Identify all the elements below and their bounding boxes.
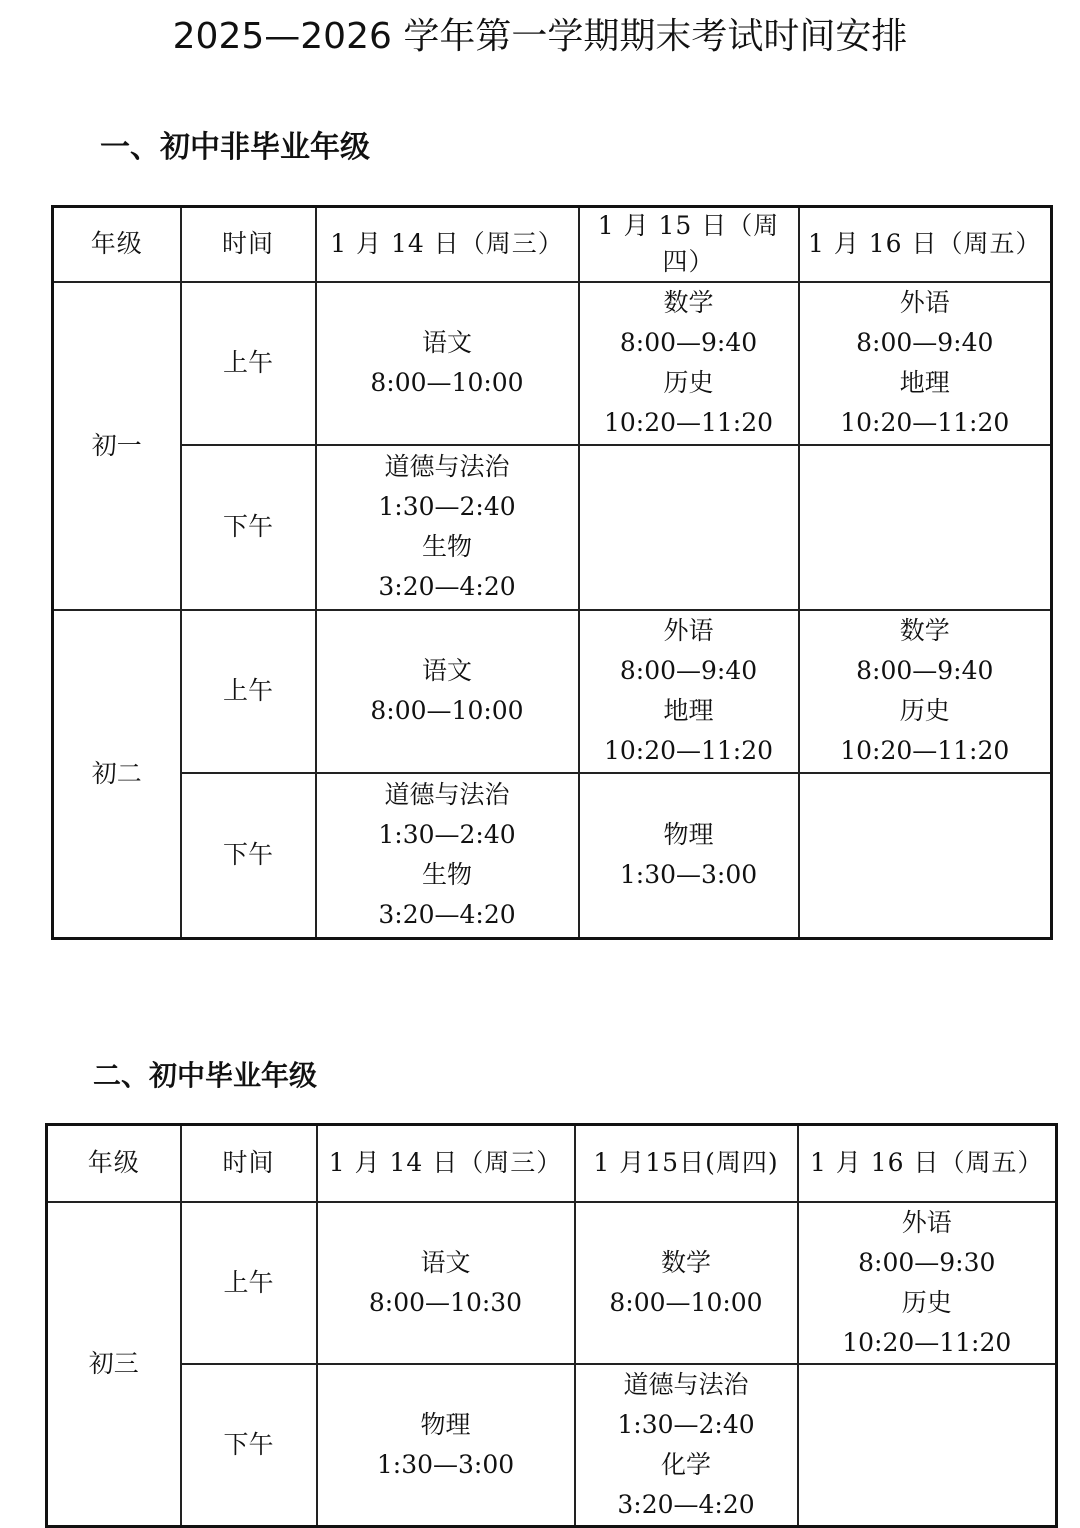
period-cell: 下午 bbox=[181, 445, 316, 610]
exam-time: 10:20—11:20 bbox=[840, 736, 1010, 765]
table-row bbox=[47, 1364, 1057, 1527]
page-title: 2025—2026 学年第一学期期末考试时间安排 bbox=[172, 16, 908, 57]
header-jan16: 1 月 16 日（周五） bbox=[799, 207, 1052, 282]
subject: 地理 bbox=[899, 368, 950, 397]
exam-time: 8:00—10:00 bbox=[370, 696, 524, 725]
exam-time: 1:30—3:00 bbox=[376, 1449, 515, 1479]
table-row bbox=[53, 282, 1052, 445]
exam-cell bbox=[317, 1364, 575, 1527]
exam-time: 10:20—11:20 bbox=[603, 736, 774, 765]
header-jan16: 1 月 16 日（周五） bbox=[798, 1125, 1057, 1202]
subject: 历史 bbox=[899, 696, 950, 725]
exam-time: 8:00—9:40 bbox=[856, 328, 994, 357]
exam-time: 3:20—4:20 bbox=[617, 1489, 755, 1519]
exam-time: 10:20—11:20 bbox=[840, 408, 1010, 437]
exam-cell bbox=[316, 445, 579, 610]
subject: 道德与法治 bbox=[623, 1369, 749, 1399]
period-cell: 下午 bbox=[181, 1364, 317, 1527]
exam-cell bbox=[579, 773, 799, 939]
period-cell: 上午 bbox=[181, 610, 316, 773]
exam-cell bbox=[575, 1202, 798, 1364]
grade-cell: 初三 bbox=[47, 1202, 181, 1527]
exam-time: 1:30—3:00 bbox=[619, 860, 758, 890]
grade-cell: 初一 bbox=[53, 282, 181, 610]
subject: 外语 bbox=[901, 1207, 952, 1237]
empty-cell bbox=[799, 773, 1052, 939]
period-cell: 下午 bbox=[181, 773, 316, 939]
exam-cell bbox=[316, 282, 579, 445]
subject: 语文 bbox=[421, 328, 472, 357]
subject: 数学 bbox=[899, 616, 950, 645]
table-row bbox=[53, 773, 1052, 939]
exam-time: 8:00—9:40 bbox=[619, 656, 758, 685]
schedule-table-non-graduating bbox=[51, 205, 1053, 940]
section-heading-non-graduating: 一、初中非毕业年级 bbox=[100, 130, 370, 165]
subject: 化学 bbox=[660, 1449, 711, 1479]
exam-time: 10:20—11:20 bbox=[603, 408, 774, 437]
exam-cell bbox=[316, 610, 579, 773]
exam-time: 10:20—11:20 bbox=[842, 1327, 1012, 1357]
exam-time: 8:00—9:40 bbox=[619, 328, 758, 357]
subject: 数学 bbox=[663, 288, 714, 317]
exam-cell bbox=[799, 610, 1052, 773]
table-row bbox=[53, 610, 1052, 773]
subject: 道德与法治 bbox=[384, 452, 510, 481]
header-jan15: 1 月15日(周四) bbox=[575, 1125, 798, 1202]
exam-cell bbox=[579, 282, 799, 445]
header-jan14: 1 月 14 日（周三） bbox=[317, 1125, 575, 1202]
subject: 历史 bbox=[663, 368, 714, 397]
exam-time: 8:00—9:30 bbox=[858, 1247, 996, 1277]
subject: 语文 bbox=[421, 656, 472, 685]
exam-time: 8:00—10:00 bbox=[370, 368, 524, 397]
table-header-row bbox=[53, 207, 1052, 282]
header-time: 时间 bbox=[181, 207, 316, 282]
exam-time: 1:30—2:40 bbox=[378, 492, 516, 521]
header-grade: 年级 bbox=[53, 207, 181, 282]
empty-cell bbox=[798, 1364, 1057, 1527]
exam-time: 1:30—2:40 bbox=[378, 820, 516, 850]
section-heading-graduating: 二、初中毕业年级 bbox=[93, 1059, 318, 1092]
header-jan14: 1 月 14 日（周三） bbox=[316, 207, 579, 282]
subject: 生物 bbox=[421, 860, 472, 890]
table-header-row bbox=[47, 1125, 1057, 1202]
period-cell: 上午 bbox=[181, 1202, 317, 1364]
subject: 外语 bbox=[663, 616, 714, 645]
exam-time: 3:20—4:20 bbox=[378, 572, 516, 601]
exam-cell bbox=[798, 1202, 1057, 1364]
exam-time: 8:00—10:00 bbox=[609, 1287, 763, 1317]
exam-cell bbox=[317, 1202, 575, 1364]
subject: 语文 bbox=[420, 1247, 471, 1277]
subject: 生物 bbox=[421, 532, 472, 561]
table-row bbox=[53, 445, 1052, 610]
exam-time: 3:20—4:20 bbox=[378, 900, 516, 930]
exam-time: 1:30—2:40 bbox=[617, 1409, 755, 1439]
exam-cell bbox=[316, 773, 579, 939]
header-time: 时间 bbox=[181, 1125, 317, 1202]
header-grade: 年级 bbox=[47, 1125, 181, 1202]
subject: 道德与法治 bbox=[384, 780, 510, 810]
exam-cell bbox=[799, 282, 1052, 445]
schedule-table-graduating bbox=[45, 1123, 1058, 1528]
grade-cell: 初二 bbox=[53, 610, 181, 939]
subject: 物理 bbox=[663, 820, 714, 850]
subject: 地理 bbox=[663, 696, 714, 725]
subject: 历史 bbox=[901, 1287, 952, 1317]
subject: 数学 bbox=[660, 1247, 711, 1277]
subject: 外语 bbox=[899, 288, 950, 317]
table-row bbox=[47, 1202, 1057, 1364]
exam-time: 8:00—9:40 bbox=[856, 656, 994, 685]
exam-cell bbox=[575, 1364, 798, 1527]
empty-cell bbox=[579, 445, 799, 610]
empty-cell bbox=[799, 445, 1052, 610]
period-cell: 上午 bbox=[181, 282, 316, 445]
exam-cell bbox=[579, 610, 799, 773]
exam-time: 8:00—10:30 bbox=[368, 1287, 523, 1317]
header-jan15: 1 月 15 日（周四） bbox=[579, 207, 799, 282]
subject: 物理 bbox=[420, 1409, 471, 1439]
